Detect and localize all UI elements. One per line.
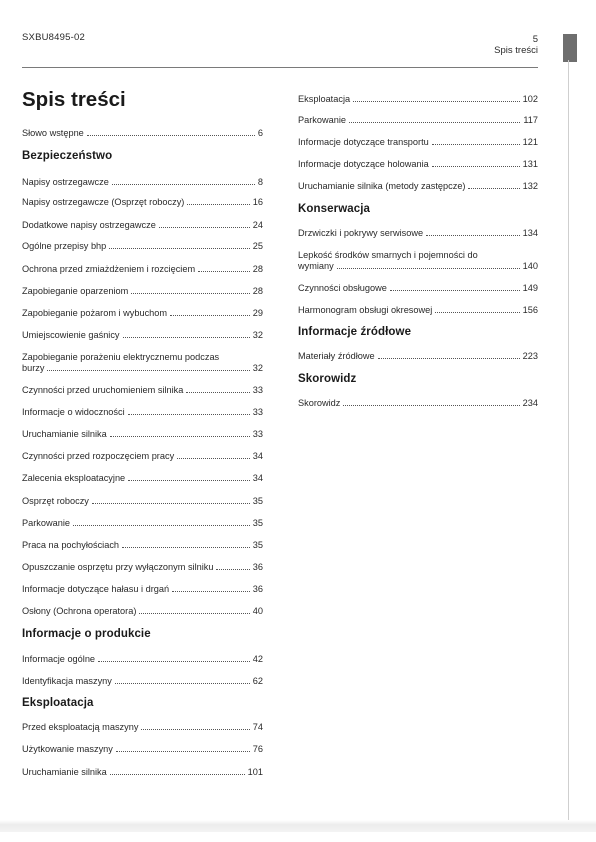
leader-dots <box>216 568 249 570</box>
leader-dots <box>47 369 249 371</box>
section-heading: Informacje o produkcie <box>22 628 151 640</box>
toc-entry-label: Informacje dotyczące hałasu i drgań <box>22 584 170 594</box>
section-heading: Eksploatacja <box>22 697 94 709</box>
toc-entry[interactable] <box>22 385 263 396</box>
toc-entry-label: Drzwiczki i pokrywy serwisowe <box>298 228 424 238</box>
leader-dots <box>343 404 519 406</box>
toc-entry-label: Harmonogram obsługi okresowej <box>298 305 433 315</box>
leader-dots <box>172 590 250 592</box>
leader-dots <box>98 660 250 662</box>
toc-entry-label: Lepkość środków smarnych i pojemności do <box>298 250 478 260</box>
toc-entry[interactable] <box>22 429 263 440</box>
header-divider <box>22 67 538 68</box>
leader-dots <box>116 750 250 752</box>
page-section-label: Spis treści <box>494 45 538 56</box>
toc-entry-label: Informacje o widoczności <box>22 407 125 417</box>
toc-entry[interactable] <box>22 606 263 617</box>
toc-entry-label: Zalecenia eksploatacyjne <box>22 473 126 483</box>
leader-dots <box>110 435 250 437</box>
section-heading: Bezpieczeństwo <box>22 150 113 162</box>
leader-dots <box>337 267 520 269</box>
toc-entry-label: Ochrona przed zmiażdżeniem i rozcięciem <box>22 264 196 274</box>
leader-dots <box>123 336 250 338</box>
toc-entry[interactable] <box>298 305 538 316</box>
toc-entry-page: 149 <box>522 283 538 293</box>
toc-entry-label: Uruchamianie silnika <box>22 429 107 439</box>
toc-entry-page: 40 <box>252 606 263 616</box>
toc-entry-page: 25 <box>252 241 263 251</box>
leader-dots <box>141 728 249 730</box>
toc-entry[interactable] <box>22 264 263 275</box>
leader-dots <box>131 292 250 294</box>
toc-entry-page: 6 <box>257 128 263 138</box>
toc-entry-page: 16 <box>252 197 263 207</box>
toc-entry-page: 101 <box>247 767 263 777</box>
leader-dots <box>112 183 255 185</box>
toc-entry-page: 156 <box>522 305 538 315</box>
toc-entry[interactable] <box>298 398 538 409</box>
leader-dots <box>139 612 249 614</box>
page-header-right <box>494 34 538 56</box>
toc-entry-page: 33 <box>252 385 263 395</box>
toc-entry[interactable] <box>22 562 263 573</box>
toc-entry-label-continued: wymiany <box>298 261 334 271</box>
toc-entry-label: Zapobieganie porażeniu elektrycznemu podczas <box>22 352 220 362</box>
toc-entry-label: Użytkowanie maszyny <box>22 744 113 754</box>
leader-dots <box>159 226 250 228</box>
toc-entry[interactable] <box>298 181 538 192</box>
toc-entry[interactable] <box>22 473 263 484</box>
leader-dots <box>468 187 519 189</box>
toc-entry-label: Słowo wstępne <box>22 128 84 138</box>
toc-entry-page: 24 <box>252 220 263 230</box>
toc-entry[interactable] <box>22 451 263 462</box>
toc-entry-label: Parkowanie <box>22 518 71 528</box>
leader-dots <box>198 270 250 272</box>
toc-entry-page: 234 <box>522 398 538 408</box>
toc-entry[interactable] <box>298 351 538 362</box>
toc-entry[interactable] <box>22 352 263 374</box>
toc-entry[interactable] <box>22 767 263 778</box>
toc-entry-page: 102 <box>522 94 538 104</box>
toc-entry-label: Skorowidz <box>298 398 341 408</box>
thumb-tab-marker <box>563 34 577 62</box>
toc-entry-page: 32 <box>252 363 263 373</box>
leader-dots <box>110 773 245 775</box>
leader-dots <box>109 247 249 249</box>
leader-dots <box>390 289 520 291</box>
toc-entry-page: 131 <box>522 159 538 169</box>
toc-entry-page: 76 <box>252 744 263 754</box>
leader-dots <box>435 311 519 313</box>
toc-entry-page: 74 <box>252 722 263 732</box>
toc-entry-label: Uruchamianie silnika (metody zastępcze) <box>298 181 466 191</box>
toc-entry-label: Dodatkowe napisy ostrzegawcze <box>22 220 156 230</box>
toc-entry[interactable] <box>298 159 538 170</box>
leader-dots <box>73 524 250 526</box>
toc-entry-label: Opuszczanie osprzętu przy wyłączonym silniku <box>22 562 214 572</box>
leader-dots <box>87 134 255 136</box>
toc-entry-page: 29 <box>252 308 263 318</box>
toc-entry[interactable] <box>22 540 263 551</box>
toc-entry-label-continued: burzy <box>22 363 45 373</box>
toc-entry-label: Przed eksploatacją maszyny <box>22 722 139 732</box>
toc-entry[interactable] <box>298 283 538 294</box>
toc-entry-page: 36 <box>252 562 263 572</box>
leader-dots <box>170 314 250 316</box>
page-edge-line <box>568 60 569 820</box>
toc-entry-page: 8 <box>257 177 263 187</box>
toc-entry-label: Uruchamianie silnika <box>22 767 107 777</box>
toc-entry[interactable] <box>22 197 263 208</box>
toc-entry-label: Materiały źródłowe <box>298 351 375 361</box>
toc-entry-page: 223 <box>522 351 538 361</box>
toc-entry-label: Osprzęt roboczy <box>22 496 89 506</box>
toc-entry-page: 34 <box>252 451 263 461</box>
toc-entry-label: Umiejscowienie gaśnicy <box>22 330 120 340</box>
toc-entry-label: Informacje dotyczące transportu <box>298 137 429 147</box>
toc-entry-page: 121 <box>522 137 538 147</box>
toc-entry-page: 42 <box>252 654 263 664</box>
leader-dots <box>115 682 250 684</box>
toc-entry[interactable] <box>22 654 263 665</box>
toc-entry-label: Czynności przed uruchomieniem silnika <box>22 385 184 395</box>
scan-bottom-band <box>0 820 596 832</box>
toc-entry[interactable] <box>22 220 263 231</box>
toc-entry[interactable] <box>22 330 263 341</box>
leader-dots <box>122 546 250 548</box>
toc-entry-page: 134 <box>522 228 538 238</box>
page-title: Spis treści <box>22 88 126 111</box>
toc-entry[interactable] <box>22 722 263 733</box>
toc-entry-label: Napisy ostrzegawcze (Osprzęt roboczy) <box>22 197 185 207</box>
toc-entry[interactable] <box>22 676 263 687</box>
toc-entry[interactable] <box>22 308 263 319</box>
leader-dots <box>426 234 520 236</box>
leader-dots <box>187 203 249 205</box>
toc-entry-page: 140 <box>522 261 538 271</box>
toc-entry[interactable] <box>22 128 263 139</box>
toc-entry-page: 34 <box>252 473 263 483</box>
toc-entry-label: Informacje ogólne <box>22 654 96 664</box>
toc-entry-label: Ogólne przepisy bhp <box>22 241 107 251</box>
toc-entry-page: 117 <box>523 115 538 125</box>
leader-dots <box>349 121 520 123</box>
toc-entry-label: Zapobieganie pożarom i wybuchom <box>22 308 168 318</box>
leader-dots <box>177 457 250 459</box>
leader-dots <box>432 165 520 167</box>
toc-entry-page: 33 <box>252 429 263 439</box>
section-heading: Skorowidz <box>298 373 357 385</box>
toc-entry-label: Czynności przed rozpoczęciem pracy <box>22 451 175 461</box>
leader-dots <box>353 100 520 102</box>
toc-entry-page: 33 <box>252 407 263 417</box>
section-heading: Konserwacja <box>298 203 371 215</box>
toc-entry[interactable] <box>298 250 538 272</box>
leader-dots <box>378 357 520 359</box>
toc-entry[interactable] <box>22 496 263 507</box>
leader-dots <box>186 391 249 393</box>
leader-dots <box>128 479 250 481</box>
page-number: 5 <box>532 34 538 45</box>
toc-entry-label: Praca na pochyłościach <box>22 540 120 550</box>
toc-entry-page: 35 <box>252 518 263 528</box>
toc-entry-page: 28 <box>252 264 263 274</box>
toc-entry-label: Eksploatacja <box>298 94 351 104</box>
leader-dots <box>92 502 250 504</box>
toc-entry[interactable] <box>22 241 263 252</box>
document-code: SXBU8495-02 <box>22 32 85 43</box>
toc-entry[interactable] <box>22 407 263 418</box>
toc-entry-label: Czynności obsługowe <box>298 283 387 293</box>
toc-entry-page: 132 <box>522 181 538 191</box>
toc-entry-page: 32 <box>252 330 263 340</box>
leader-dots <box>432 143 520 145</box>
leader-dots <box>128 413 250 415</box>
toc-entry-label: Informacje dotyczące holowania <box>298 159 429 169</box>
toc-entry-page: 35 <box>252 540 263 550</box>
toc-entry[interactable] <box>298 115 538 126</box>
toc-entry-label: Zapobieganie oparzeniom <box>22 286 129 296</box>
toc-entry[interactable] <box>298 94 538 105</box>
toc-entry[interactable] <box>22 744 263 755</box>
toc-entry-label: Identyfikacja maszyny <box>22 676 112 686</box>
toc-entry-label: Osłony (Ochrona operatora) <box>22 606 137 616</box>
toc-entry-label: Parkowanie <box>298 115 347 125</box>
toc-entry-page: 36 <box>252 584 263 594</box>
toc-entry-page: 28 <box>252 286 263 296</box>
toc-entry-page: 62 <box>252 676 263 686</box>
toc-entry[interactable] <box>22 518 263 529</box>
toc-entry-page: 35 <box>252 496 263 506</box>
toc-entry[interactable] <box>298 137 538 148</box>
toc-entry-label: Napisy ostrzegawcze <box>22 177 109 187</box>
toc-entry[interactable] <box>22 286 263 297</box>
toc-entry[interactable] <box>22 177 263 188</box>
toc-entry[interactable] <box>298 228 538 239</box>
section-heading: Informacje źródłowe <box>298 326 412 338</box>
toc-entry[interactable] <box>22 584 263 595</box>
